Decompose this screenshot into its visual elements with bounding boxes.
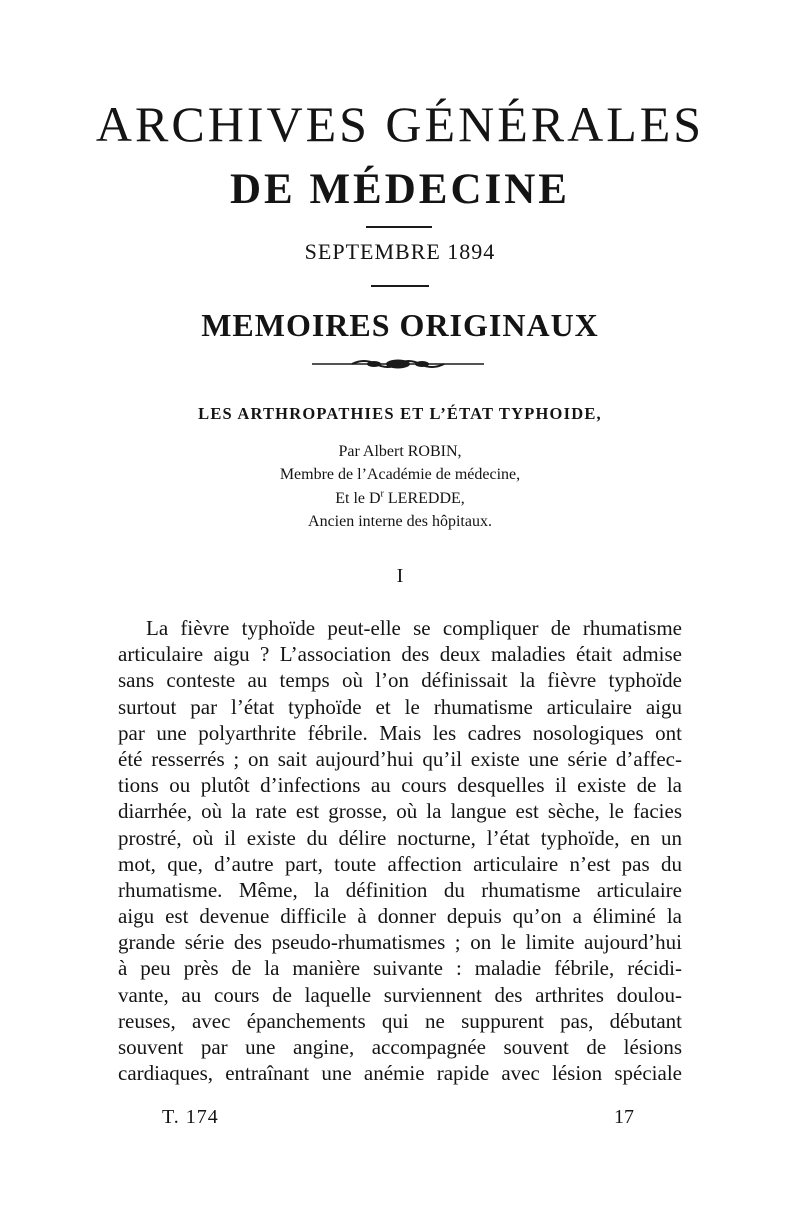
issue-date: SEPTEMBRE 1894 xyxy=(304,239,496,264)
author-line: Par Albert ROBIN, xyxy=(338,443,462,460)
author-role: Membre de l’Académie de médecine, xyxy=(279,466,521,483)
coauthor-line xyxy=(0,489,800,509)
body-line: sans conteste au temps où l’on définissait la fièvre typhoïde xyxy=(118,668,682,693)
page-number: 17 xyxy=(614,1106,634,1128)
body-line: rhumatisme. Même, la définition du rhumatisme articulaire xyxy=(118,877,682,902)
body-line: grande série des pseudo-rhumatismes ; on le limite aujourd’hui xyxy=(118,930,682,955)
coauthor-role: Ancien interne des hôpitaux. xyxy=(308,513,492,530)
body-line: par une polyarthrite fébrile. Mais les cadres nosologiques ont xyxy=(118,720,682,745)
article-body xyxy=(118,615,682,1086)
divider-rule-top xyxy=(366,226,432,228)
journal-subtitle: DE MÉDECINE xyxy=(229,166,570,213)
body-line: vante, au cours de laquelle surviennent des arthrites doulou- xyxy=(118,982,682,1007)
volume-number: T. 174 xyxy=(162,1106,219,1128)
body-line: diarrhée, où la rate est grosse, où la langue est sèche, le facies xyxy=(118,799,682,824)
body-line: été resserrés ; on sait aujourd’hui qu’il existe une série d’affec- xyxy=(118,746,682,771)
article-title: LES ARTHROPATHIES ET L’ÉTAT TYPHOIDE, xyxy=(198,404,602,423)
coauthor-title-superscript: r xyxy=(380,488,384,500)
body-line: reuses, avec épanchements qui ne suppurent pas, débutant xyxy=(118,1008,682,1033)
body-line: souvent par une angine, accompagnée souvent de lésions xyxy=(118,1035,682,1059)
body-line: aigu est devenue difficile à donner depuis qu’on a éliminé la xyxy=(118,904,682,929)
body-line: cardiaques, entraînant une anémie rapide avec lésion spéciale xyxy=(118,1061,682,1086)
journal-title: ARCHIVES GÉNÉRALES xyxy=(95,96,705,152)
body-line: mot, que, d’autre part, toute affection articulaire n’est pas du xyxy=(118,851,682,876)
ornament-divider-icon xyxy=(312,356,484,372)
divider-rule-bottom xyxy=(371,285,429,287)
body-line: à peu près de la manière suivante : maladie fébrile, récidi- xyxy=(118,956,682,981)
body-line: articulaire aigu ? L’association des deux maladies était admise xyxy=(118,642,682,667)
section-title: MEMOIRES ORIGINAUX xyxy=(201,307,599,343)
body-line: La fièvre typhoïde peut-elle se compliquer de rhumatisme xyxy=(146,616,682,640)
body-line: tions ou plutôt d’infections au cours desquelles il existe de la xyxy=(118,773,682,798)
section-numeral: I xyxy=(396,565,404,587)
coauthor-prefix: Et le D xyxy=(335,490,381,507)
body-line: surtout par l’état typhoïde et le rhumatisme articulaire aigu xyxy=(118,694,682,719)
body-line: prostré, où il existe du délire nocturne, l’état typhoïde, en un xyxy=(118,825,682,850)
coauthor-name: LEREDDE, xyxy=(383,490,465,507)
